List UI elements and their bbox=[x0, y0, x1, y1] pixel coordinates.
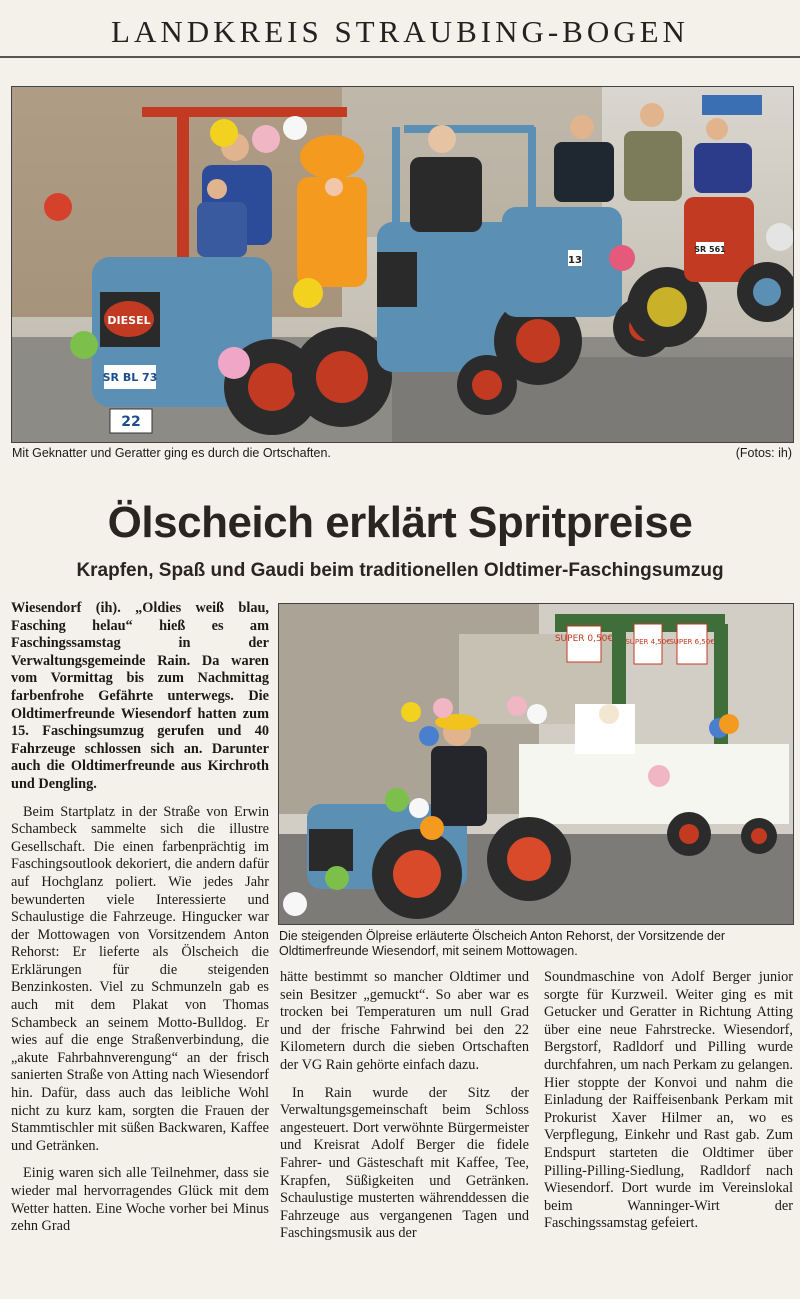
article-column-2 bbox=[280, 969, 529, 1289]
plate-2: 22 bbox=[121, 414, 141, 430]
article-paragraph: In Rain wurde der Sitz der Verwaltungsgemeinschaft beim Schloss angesteuert. Dort verwöhnte Bürgermeister und Kreisrat Adolf Berger die fidele Fahrer- und Gästeschaft mit Kaffee, Tee, Krapfen, Süßigkeiten und Getränken. Schaulustige musterten währenddessen die Fahrzeuge aus vergangenen Tagen und Faschingsmusik aus der bbox=[280, 1084, 529, 1242]
second-photo-caption: Die steigenden Ölpreise erläuterte Ölscheich Anton Rehorst, der Vorsitzende der Oldtimerfreunde Wiesendorf, mit seinem Mottowagen. bbox=[279, 929, 726, 958]
top-photo-caption: Mit Geknatter und Geratter ging es durch die Ortschaften. bbox=[12, 446, 331, 460]
photo-credit: (Fotos: ih) bbox=[735, 446, 792, 460]
article-paragraph: Einig waren sich alle Teilnehmer, dass sie wieder mal hervorragendes Glück mit dem Wetter hatten. Eine Woche vorher bei Minus zehn Grad bbox=[11, 1165, 269, 1235]
plate-3: 13 bbox=[568, 255, 582, 266]
price-sign-3: SUPER 6,50€ bbox=[669, 638, 715, 646]
oil-sheikh-float-image bbox=[279, 604, 793, 924]
tractor-badge: DIESEL bbox=[107, 314, 151, 327]
plate-1: SR BL 73 bbox=[102, 371, 158, 384]
article-column-1 bbox=[11, 600, 269, 1290]
price-sign-2: SUPER 4,50€ bbox=[625, 638, 671, 646]
article-column-3 bbox=[544, 969, 793, 1289]
section-title: LANDKREIS STRAUBING-BOGEN bbox=[111, 14, 689, 49]
section-header bbox=[0, 0, 800, 60]
top-photo bbox=[11, 86, 794, 443]
article-paragraph: Soundmaschine von Adolf Berger junior sorgte für Kurzweil. Weiter ging es mit Getucker und Geratter in Richtung Atting über eine neue Fahrstrecke. Wiesendorf, Bergstorf, Radldorf und Pilling wurde durchfahren, um nach Perkam zu gelangen. Hier stoppte der Konvoi und nahm die Einladung der Raiffeisenbank Perkam mit Prokurist Xaver Hilmer an, wo es Verpflegung, Einkehr und Rast gab. Zum Endspurt starteten die Oldtimer über Pilling-Pilling-Siedlung, Radldorf nach Wiesendorf. Dort wurde im Vereinslokal beim Wanninger-Wirt der Faschingssamstag gefeiert. bbox=[544, 969, 793, 1232]
subheadline: Krapfen, Spaß und Gaudi beim traditionellen Oldtimer-Faschingsumzug bbox=[76, 560, 724, 581]
headline: Ölscheich erklärt Spritpreise bbox=[107, 498, 693, 547]
tractor-parade-image bbox=[12, 87, 793, 442]
article-paragraph: hätte bestimmt so mancher Oldtimer und sein Besitzer „gemuckt“. So aber war es trocken bei Temperaturen um null Grad und der frische Fahrwind bei den 22 Kilometern durch die sieben Ortschaften der VG Rain gehörte einfach dazu. bbox=[280, 969, 529, 1073]
header-rule bbox=[0, 56, 800, 58]
plate-4: SR 561 bbox=[694, 245, 726, 254]
article-lead: Wiesendorf (ih). „Oldies weiß blau, Fasching helau“ hieß es am Faschingssamstag in der Verwaltungsgemeinde Rain. Da waren vom Vormittag bis zum Nachmittag farbenfrohe Gefährte unterwegs. Die Oldtimerfreunde Wiesendorf hatten zum 15. Faschingsumzug gerufen und 40 Fahrzeuge schlossen sich an. Darunter auch die Oldtimerfreunde aus Kirchroth und Dengling. bbox=[11, 600, 269, 792]
price-sign-1: SUPER 0,50€ bbox=[554, 634, 614, 644]
second-photo bbox=[278, 603, 794, 925]
article-paragraph: Beim Startplatz in der Straße von Erwin Schambeck sammelte sich die illustre Gesellschaft. Die einen farbenprächtig im Faschingsoutlook dekoriert, die andern dafür auf Hochglanz poliert. Wie jedes Jahr bewunderten viele Interessierte und Schaulustige die Fahrzeuge. Hingucker war der Mottowagen von Vorsitzendem Anton Rehorst: Er lieferte als Ölscheich die Erklärungen für die steigenden Benzinkosten. Viel zu Schmunzeln gab es auch mit dem Plakat von Thomas Schambeck an seinem Motto-Bulldog. Er wies auf die enge Straßenverbindung, die „akute Fahrbahnverengung“ an der frisch sanierten Straße von Atting nach Wiesendorf hin. Dafür, dass auch das leibliche Wohl nicht zu kurz kam, sorgten die Frauen der Stammtischler mit süßen Backwaren, Kaffee und Getränken. bbox=[11, 803, 269, 1154]
